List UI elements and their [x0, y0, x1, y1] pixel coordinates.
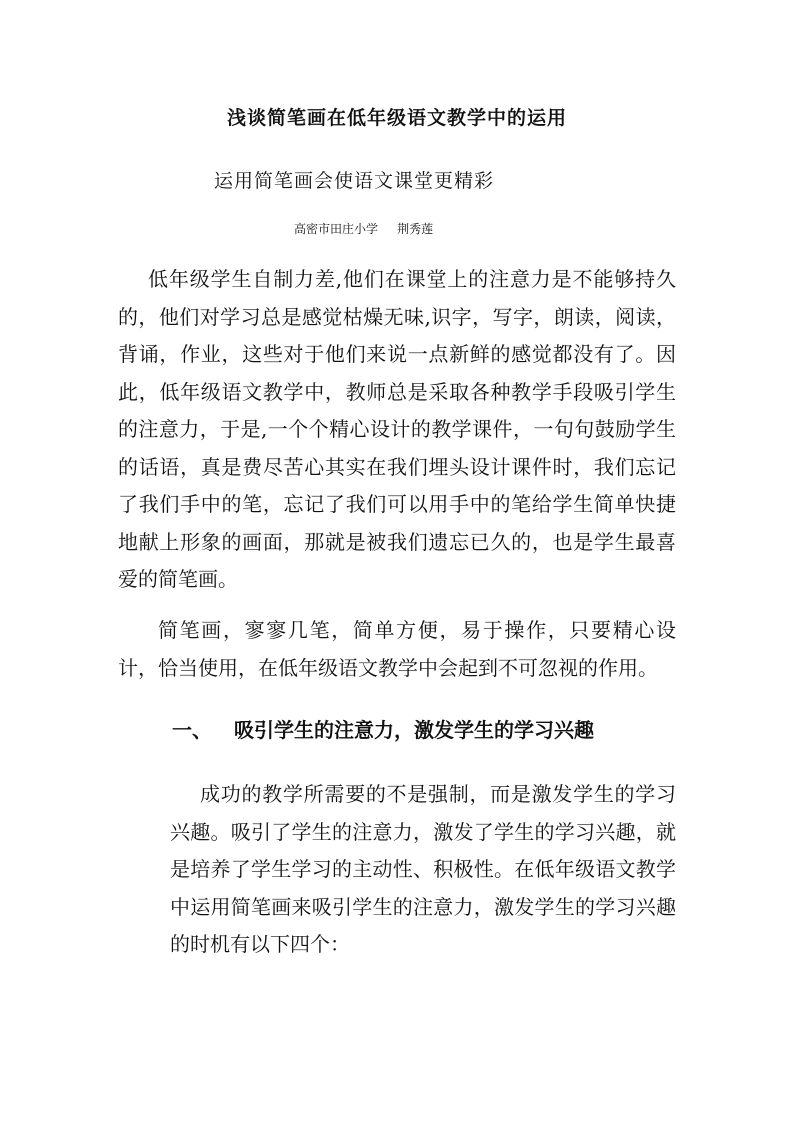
- document-title: 浅谈简笔画在低年级语文教学中的运用: [226, 107, 567, 129]
- section-number: 一、: [172, 718, 212, 742]
- section-heading-1: [172, 714, 594, 743]
- body-paragraph-1: 低年级学生自制力差,他们在课堂上的注意力是不能够持久的，他们对学习总是感觉枯燥无味,识字，写字，朗读，阅读，背诵，作业，这些对于他们来说一点新鲜的感觉都没有了。因此，低年级语文教学中，教师总是采取各种教学手段吸引学生的注意力，于是,一个个精心设计的教学课件，一句句鼓励学生的话语，真是费尽苦心其实在我们埋头设计课件时，我们忘记了我们手中的笔，忘记了我们可以用手中的笔给学生简单快捷地献上形象的画面，那就是被我们遗忘已久的，也是学生最喜爱的简笔画。: [118, 267, 676, 591]
- document-subtitle: 运用简笔画会使语文课堂更精彩: [214, 170, 495, 192]
- body-paragraph-2: 简笔画，寥寥几笔，简单方便，易于操作，只要精心设计，恰当使用，在低年级语文教学中会起到不可忽视的作用。: [118, 618, 676, 680]
- author-line: 高密市田庄小学 荆秀莲: [294, 222, 434, 236]
- section-heading-text: 吸引学生的注意力，激发学生的学习兴趣: [234, 718, 594, 742]
- body-paragraph-3: 成功的教学所需要的不是强制，而是激发学生的学习兴趣。吸引了学生的注意力，激发了学生的学习兴趣，就是培养了学生学习的主动性、积极性。在低年级语文教学中运用简笔画来吸引学生的注意力，激发学生的学习兴趣的时机有以下四个：: [170, 782, 676, 956]
